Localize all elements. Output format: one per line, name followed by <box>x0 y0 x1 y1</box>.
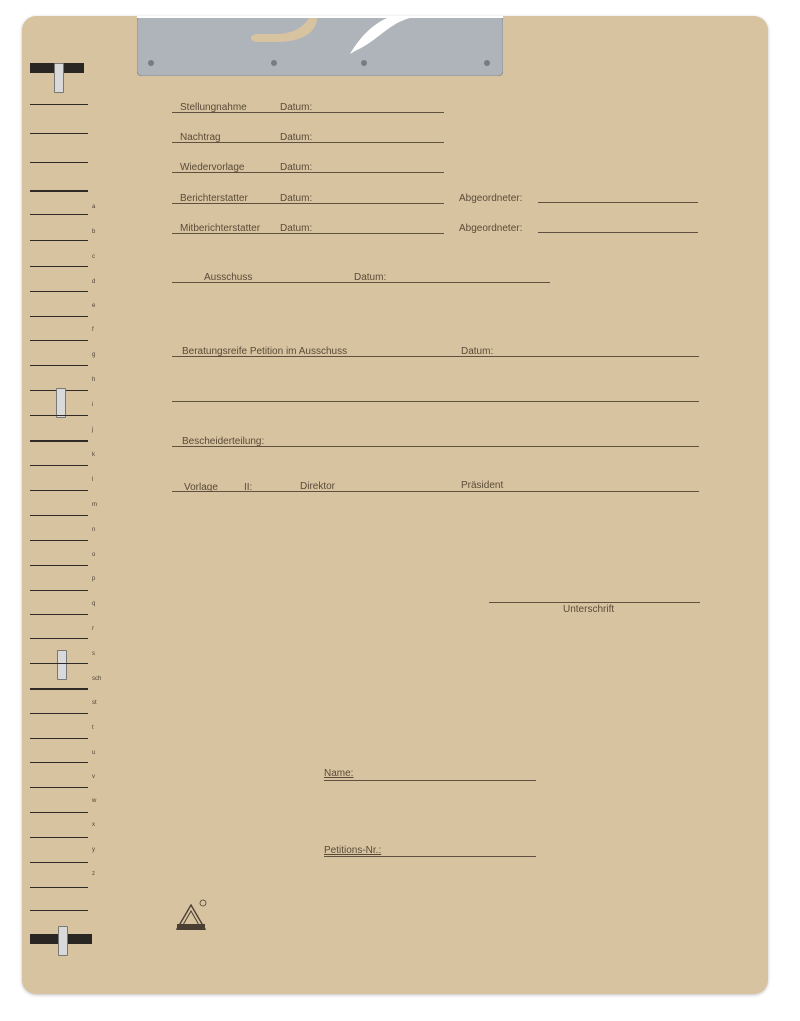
beratungsreife-datum-label: Datum: <box>461 346 494 357</box>
praesident-label: Präsident <box>461 480 504 491</box>
index-rule <box>30 104 88 105</box>
index-letter: h <box>92 377 96 383</box>
index-letter: y <box>92 847 95 853</box>
index-rule <box>30 340 88 341</box>
index-rule <box>30 162 88 163</box>
index-letter: j <box>92 427 94 433</box>
index-letter: u <box>92 750 96 756</box>
index-letter: o <box>92 552 96 558</box>
index-rule <box>30 787 88 788</box>
mitberichterstatter-datum-label: Datum: <box>280 223 313 234</box>
nachtrag-datum-label: Datum: <box>280 132 313 143</box>
unterschrift-line <box>489 602 700 603</box>
berichterstatter-abgeordneter-line <box>538 202 698 203</box>
index-rule <box>30 291 88 292</box>
berichterstatter-datum-label: Datum: <box>280 193 313 204</box>
index-rule <box>30 663 88 664</box>
stellungnahme-datum-label: Datum: <box>280 102 313 113</box>
index-rule <box>30 266 88 267</box>
ausschuss-label: Ausschuss <box>204 272 253 283</box>
index-tab[interactable] <box>56 388 66 418</box>
index-letter: q <box>92 601 96 607</box>
ausschuss-datum-label: Datum: <box>354 272 387 283</box>
index-letter: f <box>92 327 94 333</box>
index-letter: x <box>92 822 95 828</box>
index-rule <box>30 565 88 566</box>
petitions-nr-label: Petitions-Nr.: <box>324 845 382 856</box>
nachtrag-label: Nachtrag <box>180 132 221 143</box>
index-letter: b <box>92 229 96 235</box>
index-letter: m <box>92 502 97 508</box>
mitberichterstatter-abgeordneter-line <box>538 232 698 233</box>
wiedervorlage-label: Wiedervorlage <box>180 162 245 173</box>
stellungnahme-label: Stellungnahme <box>180 102 247 113</box>
index-rule <box>30 133 88 134</box>
index-tab[interactable] <box>57 650 67 680</box>
index-rule <box>30 638 88 639</box>
index-rule <box>30 862 88 863</box>
index-rule <box>30 762 88 763</box>
index-rule <box>30 887 88 888</box>
manufacturer-logo-icon <box>174 897 210 933</box>
index-letter: w <box>92 798 97 804</box>
index-rule <box>30 465 88 466</box>
index-rule <box>30 214 88 215</box>
index-letter: sch <box>92 676 102 682</box>
unterschrift-label: Unterschrift <box>563 604 615 615</box>
index-rule <box>30 738 88 739</box>
berichterstatter-label: Berichterstatter <box>180 193 248 204</box>
index-letter: r <box>92 626 94 632</box>
index-rule <box>30 240 88 241</box>
index-letter: g <box>92 352 96 358</box>
index-rule <box>30 614 88 615</box>
index-tab[interactable] <box>58 926 68 956</box>
index-letter: l <box>92 477 94 483</box>
index-rule <box>30 415 88 416</box>
index-letter: d <box>92 279 96 285</box>
index-rule <box>30 490 88 491</box>
vorlage-ii-label: II: <box>244 482 253 493</box>
index-rule <box>30 837 88 838</box>
fastener-clip-icon[interactable] <box>137 16 503 76</box>
index-letter: p <box>92 576 96 582</box>
index-rule <box>30 812 88 813</box>
index-rule <box>30 910 88 911</box>
index-rule <box>30 190 88 192</box>
index-rule <box>30 316 88 317</box>
wiedervorlage-datum-label: Datum: <box>280 162 313 173</box>
index-letter: n <box>92 527 96 533</box>
index-rule <box>30 365 88 366</box>
direktor-label: Direktor <box>300 481 336 492</box>
file-folder <box>22 16 768 994</box>
mitberichterstatter-label: Mitberichterstatter <box>180 223 261 234</box>
index-rule <box>30 590 88 591</box>
blank-line <box>172 401 699 402</box>
name-label: Name: <box>324 768 354 779</box>
index-letter: k <box>92 452 95 458</box>
mitberichterstatter-abgeordneter-label: Abgeordneter: <box>459 223 523 234</box>
index-rule <box>30 713 88 714</box>
index-rule <box>30 540 88 541</box>
beratungsreife-label: Beratungsreife Petition im Ausschuss <box>182 346 348 357</box>
index-letter: st <box>92 700 97 706</box>
berichterstatter-abgeordneter-label: Abgeordneter: <box>459 193 523 204</box>
index-tab[interactable] <box>54 63 64 93</box>
index-rule <box>30 440 88 442</box>
index-letter: v <box>92 774 95 780</box>
index-rule <box>30 688 88 690</box>
index-rule <box>30 515 88 516</box>
index-letter: a <box>92 204 96 210</box>
name-line <box>324 780 536 781</box>
bescheiderteilung-label: Bescheiderteilung: <box>182 436 265 447</box>
index-letter: z <box>92 871 95 877</box>
index-letter: i <box>92 402 94 408</box>
index-letter: t <box>92 725 94 731</box>
index-letter: s <box>92 651 95 657</box>
index-letter: e <box>92 303 96 309</box>
vorlage-label: Vorlage <box>184 482 218 493</box>
index-letter: c <box>92 254 95 260</box>
